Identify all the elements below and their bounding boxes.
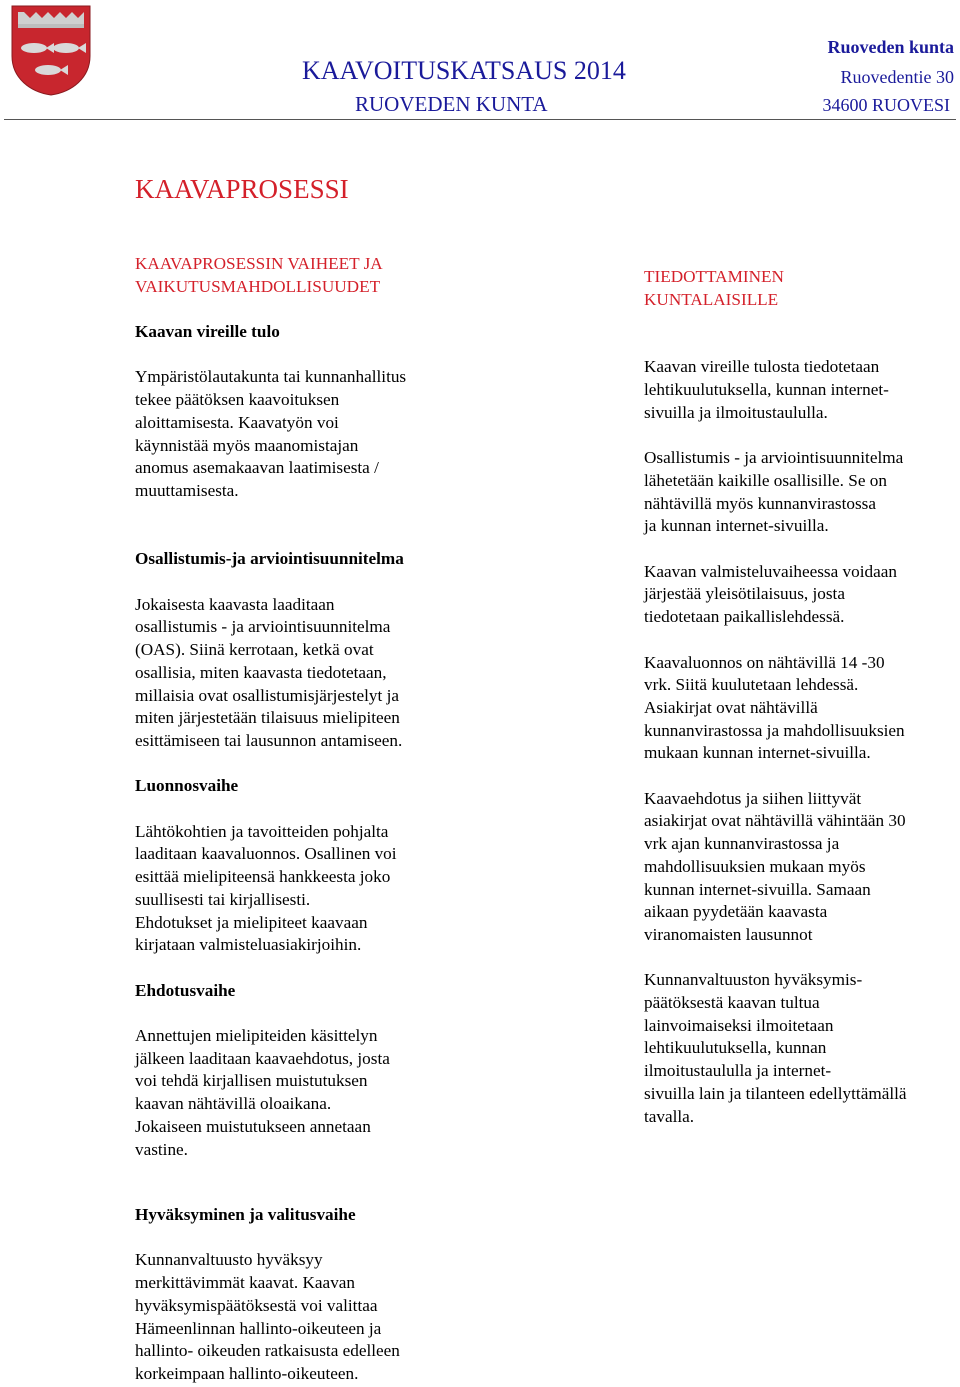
- section-body-draft: Lähtökohtien ja tavoitteiden pohjalta laaditaan kaavaluonnos. Osallinen voi esittää mielipiteensä hankkeesta joko suullisesti tai kirjallisesti. Ehdotukset ja mielipiteet kaavaan kirjataan valmisteluasiakirjoihin.: [135, 821, 397, 955]
- section-title-draft: Luonnosvaihe: [135, 776, 239, 796]
- info-paragraph-oas: Osallistumis - ja arviointisuunnitelma lähetetään kaikille osallisille. Se on nähtävillä myös kunnanvirastossa ja kunnan internet-sivuilla.: [644, 448, 904, 536]
- info-paragraph-approval: Kunnanvaltuuston hyväksymis- päätöksestä kaavan tultua lainvoimaiseksi ilmoitetaan lehtikuulutuksella, kunnan ilmoitustaululla ja internet- sivuilla lain ja tilanteen edellyttämällä tavalla.: [644, 970, 907, 1126]
- bottom-section: [135, 1204, 475, 1386]
- section-title-proposal: Ehdotusvaihe: [135, 980, 236, 1000]
- section-body-proposal: Annettujen mielipiteiden käsittelyn jälkeen laaditaan kaavaehdotus, josta voi tehdä kirjallisen muistutuksen kaavan nähtävillä oloaikana. Jokaiseen muistutukseen annetaan vastine.: [135, 1026, 390, 1159]
- document-subtitle: RUOVEDEN KUNTA: [355, 92, 548, 116]
- page-title: KAAVAPROSESSI: [135, 174, 349, 204]
- right-column: [644, 266, 954, 1128]
- section-heading-phases: KAAVAPROSESSIN VAIHEET JA VAIKUTUSMAHDOLLISUUDET: [135, 254, 383, 296]
- header-divider: [4, 119, 956, 120]
- section-title-oas: Osallistumis-ja arviointisuunnitelma: [135, 549, 404, 569]
- document-title: KAAVOITUSKATSAUS 2014: [302, 56, 626, 85]
- coat-of-arms-icon: [10, 4, 92, 96]
- info-paragraph-preparation: Kaavan valmisteluvaiheessa voidaan järjestää yleisötilaisuus, josta tiedotetaan paikallislehdessä.: [644, 561, 897, 627]
- organization-name: Ruoveden kunta: [827, 37, 954, 57]
- left-column: [135, 253, 475, 1161]
- section-body-initiation: Ympäristölautakunta tai kunnanhallitus tekee päätöksen kaavoituksen aloittamisesta. Kaavatyön voi käynnistää myös maanomistajan anomus asemakaavan laatimisesta / muuttamisesta.: [135, 367, 407, 500]
- section-title-approval: Hyväksyminen ja valitusvaihe: [135, 1205, 356, 1224]
- street-address: Ruovedentie 30: [840, 67, 954, 87]
- section-body-oas: Jokaisesta kaavasta laaditaan osallistumis - ja arviointisuunnitelma (OAS). Siinä kerrotaan, ketkä ovat osallisia, miten kaavasta tiedotetaan, millaisia ovat osallistumisjärjestelyt ja miten järjestetään tilaisuus mielipiteen esittämiseen tai lausunnon antamiseen.: [135, 594, 403, 750]
- info-paragraph-initiation: Kaavan vireille tulosta tiedotetaan lehtikuulutuksella, kunnan internet- sivuilla ja ilmoitustaululla.: [644, 357, 889, 422]
- section-heading-informing: TIEDOTTAMINEN KUNTALAISILLE: [644, 267, 784, 309]
- info-paragraph-proposal: Kaavaehdotus ja siihen liittyvät asiakirjat ovat nähtävillä vähintään 30 vrk ajan kunnanvirastossa ja mahdollisuuksien mukaan myös kunnan internet-sivuilla. Samaan aikaan pyydetään kaavasta viranomaisten lausunnot: [644, 788, 906, 944]
- section-title-initiation: Kaavan vireille tulo: [135, 322, 280, 342]
- postal-address: 34600 RUOVESI: [822, 95, 950, 115]
- info-paragraph-draft: Kaavaluonnos on nähtävillä 14 -30 vrk. Siitä kuulutetaan lehdessä. Asiakirjat ovat nähtävillä kunnanvirastossa ja mahdollisuuksien mukaan kunnan internet-sivuilla.: [644, 652, 905, 763]
- section-body-approval: Kunnanvaltuusto hyväksyy merkittävimmät kaavat. Kaavan hyväksymispäätöksestä voi valittaa Hämeenlinnan hallinto-oikeuteen ja hallinto- oikeuden ratkaisusta edelleen korkeimpaan hallinto-oikeuteen.: [135, 1250, 400, 1383]
